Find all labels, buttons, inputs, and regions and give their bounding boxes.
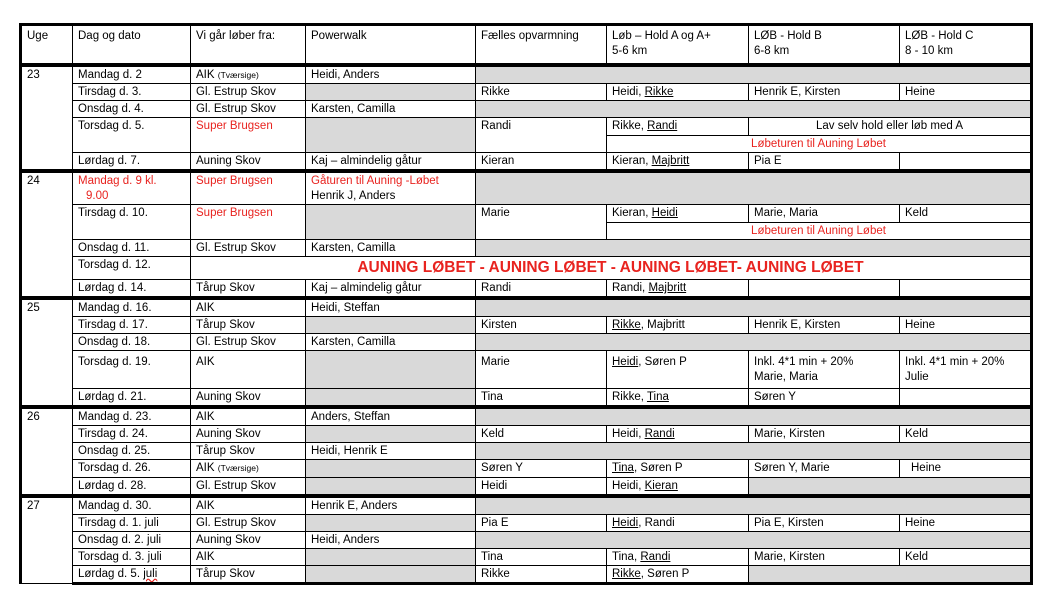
warmup-cell: Søren Y xyxy=(476,460,607,478)
location-cell: AIK xyxy=(191,298,306,317)
table-row xyxy=(21,65,1032,84)
warmup-cell: Rikke xyxy=(476,566,607,584)
day-cell: Onsdag d. 11. xyxy=(73,240,191,257)
empty-cell xyxy=(306,515,476,532)
note-cell: Løbeturen til Auning Løbet xyxy=(607,222,1032,240)
auning-lobet-banner: AUNING LØBET - AUNING LØBET - AUNING LØBET- AUNING LØBET xyxy=(191,257,1032,280)
header-hold-b: LØB - Hold B 6-8 km xyxy=(749,25,900,66)
powerwalk-cell: Gåturen til Auning -Løbet Henrik J, Anders xyxy=(306,171,476,205)
empty-cell xyxy=(306,205,476,240)
empty-cell xyxy=(476,298,1032,317)
day-cell: Mandag d. 23. xyxy=(73,407,191,426)
day-cell: Torsdag d. 12. xyxy=(73,257,191,280)
hold-c-cell: Keld xyxy=(900,426,1032,443)
warmup-cell: Marie xyxy=(476,351,607,389)
schedule-table xyxy=(19,23,1030,585)
day-cell: Torsdag d. 19. xyxy=(73,351,191,389)
day-cell: Mandag d. 9 kl. 9.00 xyxy=(73,171,191,205)
hold-a-cell: Randi, Majbritt xyxy=(607,280,749,299)
table-row xyxy=(21,101,1032,118)
powerwalk-cell: Karsten, Camilla xyxy=(306,334,476,351)
day-cell: Tirsdag d. 10. xyxy=(73,205,191,240)
hold-a-cell: Heidi, Randi xyxy=(607,515,749,532)
day-cell: Lørdag d. 5. juli xyxy=(73,566,191,584)
table-row xyxy=(21,478,1032,497)
table-row xyxy=(21,426,1032,443)
day-cell: Torsdag d. 3. juli xyxy=(73,549,191,566)
note-cell: Løbeturen til Auning Løbet xyxy=(607,135,1032,153)
table-row xyxy=(21,389,1032,408)
empty-cell xyxy=(476,65,1032,84)
hold-a-cell: Heidi, Rikke xyxy=(607,84,749,101)
location-cell: Tårup Skov xyxy=(191,317,306,334)
day-cell: Onsdag d. 4. xyxy=(73,101,191,118)
location-cell: Gl. Estrup Skov xyxy=(191,101,306,118)
hold-c-cell: Keld xyxy=(900,549,1032,566)
warmup-cell: Tina xyxy=(476,389,607,408)
hold-b-cell: Pia E, Kirsten xyxy=(749,515,900,532)
empty-cell xyxy=(306,566,476,584)
day-cell: Tirsdag d. 1. juli xyxy=(73,515,191,532)
table-row xyxy=(21,298,1032,317)
warmup-cell: Rikke xyxy=(476,84,607,101)
location-cell: Tårup Skov xyxy=(191,566,306,584)
day-cell: Lørdag d. 14. xyxy=(73,280,191,299)
empty-cell xyxy=(306,118,476,153)
location-cell: Gl. Estrup Skov xyxy=(191,515,306,532)
hold-a-cell: Tina, Randi xyxy=(607,549,749,566)
empty-cell xyxy=(306,389,476,408)
empty-cell xyxy=(306,460,476,478)
powerwalk-cell: Heidi, Anders xyxy=(306,65,476,84)
location-cell: AIK xyxy=(191,496,306,515)
hold-a-cell: Heidi, Søren P xyxy=(607,351,749,389)
powerwalk-cell: Karsten, Camilla xyxy=(306,101,476,118)
table-row xyxy=(21,171,1032,205)
hold-b-cell: Marie, Maria xyxy=(749,205,900,223)
header-dag: Dag og dato xyxy=(73,25,191,66)
location-cell: Gl. Estrup Skov xyxy=(191,84,306,101)
empty-cell xyxy=(749,566,1032,584)
table-row xyxy=(21,84,1032,101)
header-fra: Vi går løber fra: xyxy=(191,25,306,66)
location-cell: AIK xyxy=(191,407,306,426)
day-cell: Lørdag d. 28. xyxy=(73,478,191,497)
hold-b-cell: Inkl. 4*1 min + 20% Marie, Maria xyxy=(749,351,900,389)
week-number: 24 xyxy=(21,171,73,298)
powerwalk-cell: Anders, Steffan xyxy=(306,407,476,426)
hold-c-cell: Heine xyxy=(900,84,1032,101)
powerwalk-cell: Karsten, Camilla xyxy=(306,240,476,257)
table-row xyxy=(21,351,1032,389)
header-uge: Uge xyxy=(21,25,73,66)
empty-cell xyxy=(306,351,476,389)
location-cell: AIK xyxy=(191,549,306,566)
location-cell: Gl. Estrup Skov xyxy=(191,334,306,351)
day-cell: Lørdag d. 7. xyxy=(73,153,191,172)
hold-b-cell: Henrik E, Kirsten xyxy=(749,317,900,334)
table-row xyxy=(21,334,1032,351)
hold-c-cell xyxy=(900,153,1032,172)
powerwalk-cell: Kaj – almindelig gåtur xyxy=(306,153,476,172)
hold-b-cell xyxy=(749,280,900,299)
day-cell: Mandag d. 2 xyxy=(73,65,191,84)
location-cell: Super Brugsen xyxy=(191,118,306,153)
warmup-cell: Marie xyxy=(476,205,607,240)
day-cell: Tirsdag d. 3. xyxy=(73,84,191,101)
location-cell: Auning Skov xyxy=(191,389,306,408)
table-row xyxy=(21,496,1032,515)
table-row xyxy=(21,566,1032,584)
location-cell: Gl. Estrup Skov xyxy=(191,240,306,257)
hold-a-cell: Rikke, Majbritt xyxy=(607,317,749,334)
hold-c-cell xyxy=(900,389,1032,408)
hold-c-cell: Heine xyxy=(900,317,1032,334)
hold-c-cell: Keld xyxy=(900,205,1032,223)
empty-cell xyxy=(306,426,476,443)
location-cell: Tårup Skov xyxy=(191,443,306,460)
empty-cell xyxy=(306,549,476,566)
header-hold-a: Løb – Hold A og A+ 5-6 km xyxy=(607,25,749,66)
week-number: 25 xyxy=(21,298,73,407)
day-cell: Torsdag d. 26. xyxy=(73,460,191,478)
hold-b-cell: Søren Y xyxy=(749,389,900,408)
header-hold-c: LØB - Hold C 8 - 10 km xyxy=(900,25,1032,66)
day-cell: Onsdag d. 2. juli xyxy=(73,532,191,549)
empty-cell xyxy=(476,171,1032,205)
location-cell: Gl. Estrup Skov xyxy=(191,478,306,497)
table-row xyxy=(21,257,1032,280)
location-cell: Super Brugsen xyxy=(191,171,306,205)
empty-cell xyxy=(476,532,1032,549)
hold-c-cell: Heine xyxy=(900,515,1032,532)
empty-cell xyxy=(476,240,1032,257)
warmup-cell: Kirsten xyxy=(476,317,607,334)
powerwalk-cell: Heidi, Steffan xyxy=(306,298,476,317)
hold-c-cell xyxy=(900,280,1032,299)
powerwalk-cell: Kaj – almindelig gåtur xyxy=(306,280,476,299)
hold-b-cell: Søren Y, Marie xyxy=(749,460,900,478)
hold-bc-cell: Lav selv hold eller løb med A xyxy=(749,118,1032,136)
powerwalk-cell: Henrik E, Anders xyxy=(306,496,476,515)
day-cell: Lørdag d. 21. xyxy=(73,389,191,408)
empty-cell xyxy=(306,317,476,334)
header-powerwalk: Powerwalk xyxy=(306,25,476,66)
table-row xyxy=(21,532,1032,549)
table-row xyxy=(21,280,1032,299)
location-cell: Auning Skov xyxy=(191,426,306,443)
day-cell: Onsdag d. 25. xyxy=(73,443,191,460)
empty-cell xyxy=(749,478,1032,497)
hold-c-cell: Inkl. 4*1 min + 20% Julie xyxy=(900,351,1032,389)
hold-a-cell: Heidi, Randi xyxy=(607,426,749,443)
table-row xyxy=(21,317,1032,334)
week-number: 26 xyxy=(21,407,73,496)
header-opvarmning: Fælles opvarmning xyxy=(476,25,607,66)
week-number: 23 xyxy=(21,65,73,171)
hold-b-cell: Marie, Kirsten xyxy=(749,426,900,443)
week-number: 27 xyxy=(21,496,73,584)
day-cell: Tirsdag d. 17. xyxy=(73,317,191,334)
hold-a-cell: Kieran, Majbritt xyxy=(607,153,749,172)
location-cell: AIK xyxy=(191,351,306,389)
location-cell: AIK (Tværsige) xyxy=(191,460,306,478)
hold-b-cell: Pia E xyxy=(749,153,900,172)
hold-a-cell: Rikke, Søren P xyxy=(607,566,749,584)
location-cell: Auning Skov xyxy=(191,153,306,172)
hold-a-cell: Rikke, Randi xyxy=(607,118,749,136)
location-cell: Super Brugsen xyxy=(191,205,306,240)
header-row xyxy=(21,25,1032,66)
empty-cell xyxy=(476,334,1032,351)
day-cell: Torsdag d. 5. xyxy=(73,118,191,153)
hold-b-cell: Henrik E, Kirsten xyxy=(749,84,900,101)
day-cell: Mandag d. 16. xyxy=(73,298,191,317)
table-row xyxy=(21,515,1032,532)
table-row xyxy=(21,549,1032,566)
day-cell: Mandag d. 30. xyxy=(73,496,191,515)
hold-a-cell: Tina, Søren P xyxy=(607,460,749,478)
table-row xyxy=(21,240,1032,257)
empty-cell xyxy=(476,101,1032,118)
hold-a-cell: Kieran, Heidi xyxy=(607,205,749,223)
hold-a-cell: Heidi, Kieran xyxy=(607,478,749,497)
table-row xyxy=(21,153,1032,172)
empty-cell xyxy=(306,84,476,101)
table-row xyxy=(21,205,1032,223)
warmup-cell: Randi xyxy=(476,118,607,153)
warmup-cell: Keld xyxy=(476,426,607,443)
table-row xyxy=(21,118,1032,136)
powerwalk-cell: Heidi, Anders xyxy=(306,532,476,549)
empty-cell xyxy=(476,496,1032,515)
empty-cell xyxy=(476,407,1032,426)
day-cell: Tirsdag d. 24. xyxy=(73,426,191,443)
warmup-cell: Tina xyxy=(476,549,607,566)
hold-b-cell: Marie, Kirsten xyxy=(749,549,900,566)
warmup-cell: Pia E xyxy=(476,515,607,532)
location-cell: Auning Skov xyxy=(191,532,306,549)
location-cell: AIK (Tværsige) xyxy=(191,65,306,84)
table-row xyxy=(21,460,1032,478)
hold-c-cell: Heine xyxy=(900,460,1032,478)
day-cell: Onsdag d. 18. xyxy=(73,334,191,351)
empty-cell xyxy=(476,443,1032,460)
table-row xyxy=(21,443,1032,460)
hold-a-cell: Rikke, Tina xyxy=(607,389,749,408)
empty-cell xyxy=(306,478,476,497)
powerwalk-cell: Heidi, Henrik E xyxy=(306,443,476,460)
table-row xyxy=(21,407,1032,426)
warmup-cell: Randi xyxy=(476,280,607,299)
location-cell: Tårup Skov xyxy=(191,280,306,299)
warmup-cell: Kieran xyxy=(476,153,607,172)
warmup-cell: Heidi xyxy=(476,478,607,497)
